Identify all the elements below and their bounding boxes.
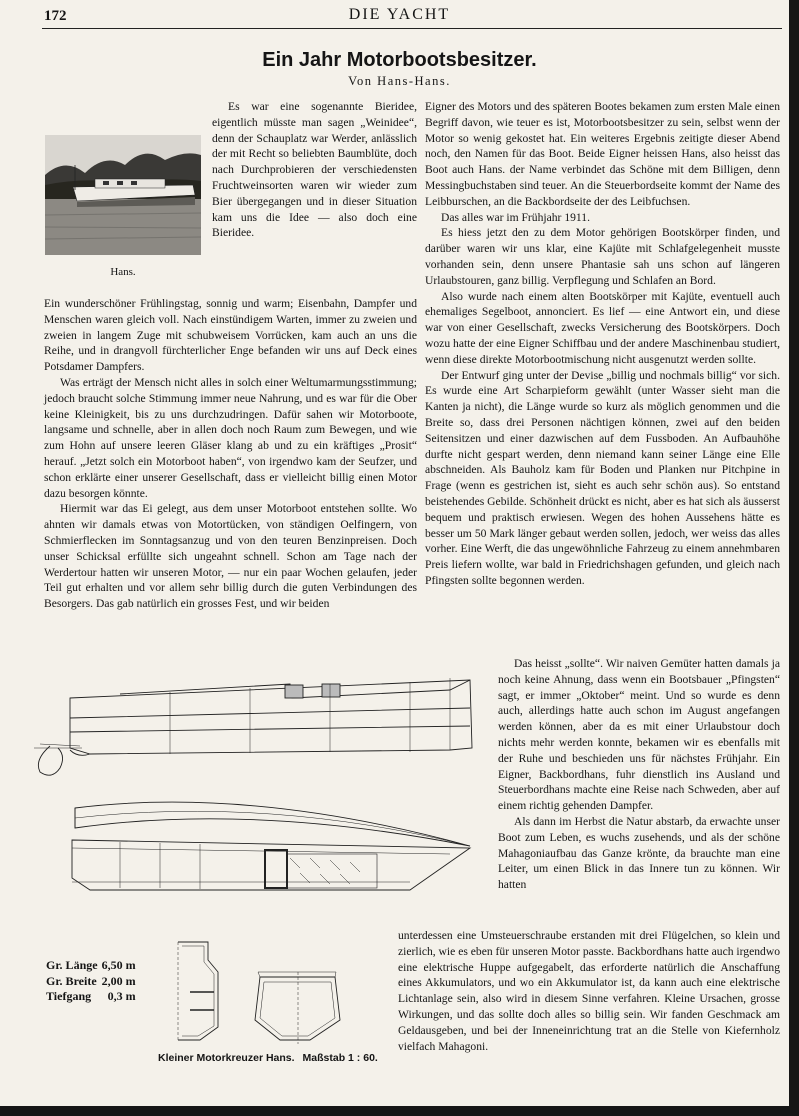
running-title: DIE YACHT xyxy=(348,6,451,23)
paragraph: Was erträgt der Mensch nicht alles in solch einer Weltumarmungsstimmung; jedoch braucht solche Stimmung immer neue Nahrung, und es war für die Ober keine Kleinigkeit, bis zu uns durchzudringen. Dafür sahen wir Motorboote, langsame und schnelle, aber in allen doch noch Raum zum Bewegen, und wie zum Hohn auf unsere leeren Gläser klang ab und zu ein kräftiges „Prosit“ herauf. „Jetzt solch ein Motorboot haben“, von irgendwo kam der Seufzer, und schon erklärte einer unserer Gesellschaft, dass er vielleicht billig einen Motor dazu besorgen könnte. xyxy=(44,375,417,500)
scan-bottom-edge xyxy=(0,1106,799,1116)
spec-row xyxy=(44,974,138,990)
page-number: 172 xyxy=(44,8,67,24)
left-column-text xyxy=(44,296,417,612)
spec-value: 6,50 m xyxy=(101,958,136,972)
plan-caption-title: Kleiner Motorkreuzer Hans. xyxy=(158,1052,295,1064)
paragraph: Also wurde nach einem alten Bootskörper mit Kajüte, eventuell auch ehemaliges Segelboot, annonciert. Es lief — eine Antwort ein, und diese war von einer Gesellschaft, zwecks Versicherung des Bootskörpers. Doch wozu hatte der eine Eigner Schiffbau und der andere Maschinenbau studiert, wenn diese direkte Motorbootmischung nicht ausgenutzt werden sollte. xyxy=(425,289,780,366)
paragraph: Hiermit war das Ei gelegt, aus dem unser Motorboot entstehen sollte. Wo ahnten wir damals etwas von Motortücken, von ständigen Oelfingern, von Schmierflecken im Sonntagsanzug und von den teuren Benzinpreisen. Doch unser Schicksal erfüllte sich ungeahnt schnell. Schon am Tage nach der Werdertour hatten wir unseren Motor, — nur ein paar Wochen gelaufen, jeder Teil gut erhalten und vor allem sehr billig durch die guten Verbindungen des Besorgers. Das gab natürlich ein grosses Fest, und wir beiden xyxy=(44,502,417,611)
spec-row xyxy=(44,989,138,1005)
spec-label: Gr. Länge xyxy=(46,958,98,972)
plan-caption xyxy=(158,1052,378,1064)
paragraph: Ein wunderschöner Frühlingstag, sonnig und warm; Eisenbahn, Dampfer und Menschen waren gleich voll. Nach einstündigem Warten, immer zu zweien und zweien in langem Zuge mit schubweisem Vorrücken, kam auch an uns die Reihe, und in drangvoll fürchterlicher Enge befanden wir uns auf Deck eines Potsdamer Dampfers. xyxy=(44,297,417,374)
beside-photo-text xyxy=(212,99,417,241)
paragraph: Als dann im Herbst die Natur abstarb, da erwachte unser Boot zum Leben, es wuchs zusehends, und als der schöne Mahagoniaufbau das Ganze krönte, da brauchte man eine Leiter, um einen Blick in das Innere tun zu können. Wir hatten xyxy=(498,814,780,892)
paragraph: Eigner des Motors und des späteren Bootes bekamen zum ersten Male einen Begriff davon, wie teuer es ist, Motorbootsbesitzer zu sein, selbst wenn der Motor so wenig gekostet hat. Ein weiteres Ergebnis zeitigte dieser Abend noch, den Namen für das Boot. Beide Eigner heissen Hans, also heisst das Boot auch Hans. der Name verbindet das Schöne mit dem Billigen, denn Messingbuchstaben sind teuer. An die Steuerbordseite kommt der Name des Leibburschen, an die Backbordseite der des Leibfuchsen. xyxy=(425,100,780,208)
article-title: Ein Jahr Motorbootsbesitzer. xyxy=(262,49,537,71)
bottom-right-text xyxy=(398,928,780,1054)
paragraph: Das alles war im Frühjahr 1911. xyxy=(441,210,590,224)
deck-plan xyxy=(75,802,470,846)
spec-label: Tiefgang xyxy=(46,989,92,1003)
beside-plans-text xyxy=(498,656,780,893)
paragraph: Es hiess jetzt den zu dem Motor gehörigen Bootskörper finden, und darüber waren wir uns klar, eine Kajüte mit Schlafgelegenheit musste vorhanden sein, denn unsere Phantasie sah uns schon auf längeren Urlaubstouren, ganz billig. Verpflegung und Schlafen an Bord. xyxy=(425,226,780,287)
boat-specifications xyxy=(44,958,138,1005)
paragraph: Das heisst „sollte“. Wir naiven Gemüter hatten damals ja noch keine Ahnung, dass wenn ein Bootsbauer „Pfingsten“ sagt, er immer „Oktober“ meint. Und so wurde es denn auch, allerdings hatte auch schon im August angefangen werden können, aber da es mit einer Urlaubstour doch nichts mehr werden konnte, bekamen wir es ebenfalls mit der Ruhe und beschieden uns für nächstes Frühjahr. Ein Eigner, Backbordhans, fuhr dienstlich ins Ausland und Steuerbordhans machte eine Reise nach Schweden, aber auf einem richtig gehenden Dampfer. xyxy=(498,657,780,813)
header-rule xyxy=(42,28,782,29)
paragraph: Der Entwurf ging unter der Devise „billig und nochmals billig“ vor sich. Es wurde eine Art Scharpieform gewählt (unter Wasser sieht man die Kanten ja nicht), die Länge wurde so kurz als möglich genommen und die Breite so, dass drei Personen nächtigen können, zwei auf den beiden Seitensitzen und einer dazwischen auf dem Fussboden. An Aufbauhöhe durfte nicht gespart werden, denn niemand kann seiner Länge eine Elle abschneiden. Als Bauholz kam für Boden und Planken nur Pitchpine in Frage (wenn es gestrichen ist, sieht es auch sehr schön aus). So entstand beistehendes Gebilde. Schönheit drückt es nicht, aber es hat sich als äusserst bequem und praktisch erwiesen. Wegen des hohen Aussehens hätte es besser um 50 Mark länger gebaut werden sollen, jedoch, wer weiss das alles vorher. Eine Werft, die das ungewöhnliche Fahrzeug zu einem annehmbaren Preis liefern wollte, war bald in Friedrichshagen gefunden, und gleich nach Pfingsten sollte begonnen werden. xyxy=(425,368,780,587)
cross-section-drawings xyxy=(160,932,360,1047)
spec-row xyxy=(44,958,138,974)
paragraph: unterdessen eine Umsteuerschraube erstanden mit drei Flügelchen, so klein und zierlich, wie es eben für unseren Motor passte. Backbordhans hatte auch irgendwo eine elektrische Huppe aufgegabelt, das erforderte natürlich die Anschaffung eines Akkumulators, und wo ein Akkumulator ist, da kann auch eine elektrische Lichtanlage sein, also wird in diesem Sinne verfahren. Kleine Ursachen, grosse Wirkungen, und das sollte doch alles so billig sein. Wir fanden Geschmack am Geldausgeben, und bei der Inneneinrichtung trat an die Stelle von Kiefernholz vielfach Mahagoni. xyxy=(398,929,780,1053)
scan-edge xyxy=(789,0,799,1116)
spec-label: Gr. Breite xyxy=(46,973,97,988)
article-byline: Von Hans-Hans. xyxy=(348,74,451,88)
paragraph: Es war eine sogenannte Bieridee, eigentlich müsste man sagen „Weinidee“, denn der Schauplatz war Werder, anlässlich der mit Recht so beliebten Baumblüte, doch nach Durchprobieren der verschiedensten Fruchtweinsorten waren wir wieder zum Bier übergegangen und in dieser Situation kam uns die Idee — also doch eine Bieridee. xyxy=(212,100,417,240)
right-column-text xyxy=(425,99,780,589)
hull-plan xyxy=(72,840,470,890)
boat-photo xyxy=(45,135,201,255)
plan-caption-scale: Maßstab 1 : 60. xyxy=(302,1052,378,1064)
side-elevation xyxy=(34,678,472,775)
boat-plan-drawing xyxy=(30,668,498,946)
photo-caption: Hans. xyxy=(110,266,136,278)
spec-value: 0,3 m xyxy=(107,989,136,1003)
spec-value: 2,00 m xyxy=(101,973,136,988)
